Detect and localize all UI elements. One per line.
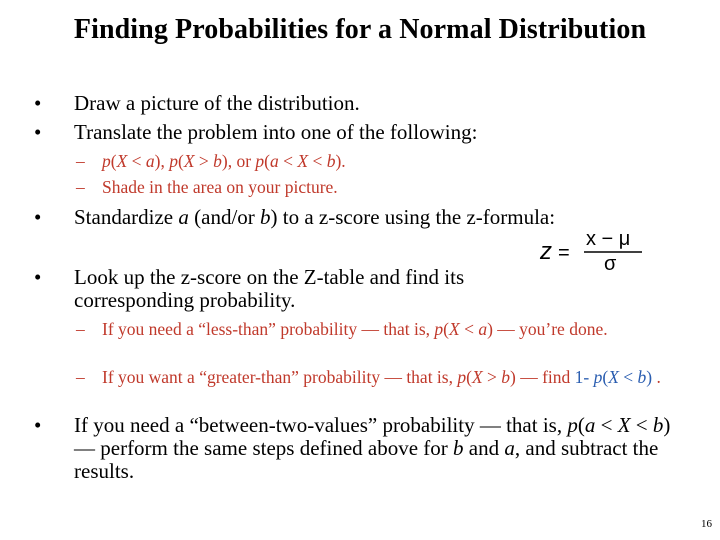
- bullet-text: Draw a picture of the distribution.: [74, 91, 360, 115]
- bullet-dot: •: [34, 413, 42, 437]
- bullet-between-values: [34, 414, 674, 483]
- bullet-dot: •: [34, 91, 42, 115]
- bullet-dot: •: [34, 205, 42, 229]
- slide-title: Finding Probabilities for a Normal Distribution: [73, 14, 647, 45]
- formula-numerator: x − μ: [586, 228, 631, 250]
- bullet-translate-problem: [34, 121, 694, 144]
- subbullet-shade-area: [76, 178, 676, 197]
- subbullet-text: p(X < a), p(X > b), or p(a < X < b).: [102, 151, 346, 171]
- subbullet-dash: –: [76, 319, 85, 339]
- subbullet-less-than: [76, 320, 666, 339]
- subbullet-probability-forms: [76, 152, 676, 171]
- subbullet-dash: –: [76, 367, 85, 387]
- z-formula: [538, 226, 648, 276]
- bullet-dot: •: [34, 265, 42, 289]
- page-number: 16: [701, 518, 712, 530]
- subbullet-text: If you want a “greater-than” probability — that is, p(X > b) — find 1- p(X < b) .: [102, 367, 661, 387]
- bullet-lookup-ztable: [34, 266, 554, 312]
- bullet-text: Standardize a (and/or b) to a z-score using the z-formula:: [74, 205, 556, 229]
- subbullet-text: Shade in the area on your picture.: [102, 177, 338, 197]
- bullet-draw-picture: [34, 92, 694, 115]
- formula-equals: =: [558, 242, 570, 264]
- bullet-text: Look up the z-score on the Z-table and find its corresponding probability.: [74, 265, 465, 312]
- complement-expression: 1- p(X < b): [574, 367, 653, 387]
- formula-denominator: σ: [604, 253, 617, 275]
- z-formula-graphic: [538, 226, 648, 276]
- subbullet-dash: –: [76, 151, 85, 171]
- subbullet-dash: –: [76, 177, 85, 197]
- subbullet-text: If you need a “less-than” probability — that is, p(X < a) — you’re done.: [102, 319, 608, 339]
- bullet-text: If you need a “between-two-values” probability — that is, p(a < X < b) — perform the same steps defined above for b and a, and subtract the results.: [74, 413, 671, 483]
- bullet-text: Translate the problem into one of the following:: [74, 120, 478, 144]
- bullet-dot: •: [34, 120, 42, 144]
- subbullet-greater-than: [76, 368, 666, 387]
- formula-z: z: [540, 238, 552, 265]
